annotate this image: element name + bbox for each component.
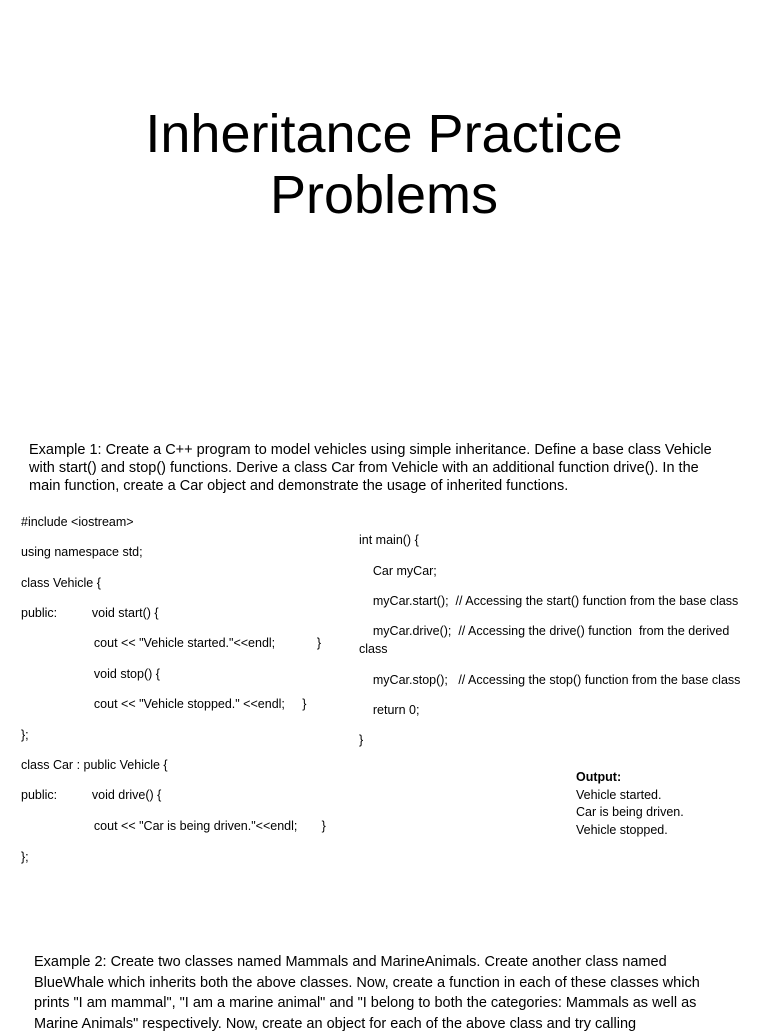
- code-line: void stop() {: [21, 667, 160, 681]
- code-line: }: [359, 733, 364, 747]
- code-line: class Vehicle {: [21, 576, 101, 590]
- code-line: int main() {: [359, 533, 419, 547]
- output-line: Vehicle stopped.: [576, 822, 668, 837]
- program-output: [576, 769, 684, 839]
- code-line: };: [21, 850, 29, 864]
- example-2-description: Example 2: Create two classes named Mammals and MarineAnimals. Create another class named BlueWhale which inherits both the above classes. Now, create a function in each of these classes which prints "I am mammal", "I am a marine animal" and "I belong to both the categories: Mammals as well as Marine Animals" respectively. Now, create an object for each of the above class and try calling: [34, 954, 700, 1032]
- title-line-1: Inheritance Practice: [145, 104, 623, 164]
- code-line: public: void drive() {: [21, 788, 162, 802]
- code-line: Car myCar;: [359, 564, 437, 578]
- output-line: Vehicle started.: [576, 787, 662, 802]
- title-line-2: Problems: [269, 165, 499, 225]
- code-line: #include <iostream>: [21, 515, 134, 529]
- code-line: public: void start() {: [21, 606, 159, 620]
- example-1-description: Example 1: Create a C++ program to model vehicles using simple inheritance. Define a base class Vehicle with start() and stop() functions. Derive a class Car from Vehicle with an additional function drive(). In the main function, create a Car object and demonstrate the usage of inherited functions.: [29, 442, 712, 494]
- output-label: Output:: [576, 770, 622, 784]
- code-line: class: [359, 642, 388, 656]
- code-line: cout << "Car is being driven."<<endl; }: [21, 819, 326, 833]
- code-line: return 0;: [359, 703, 420, 717]
- page-title: [0, 104, 768, 226]
- code-line: cout << "Vehicle started."<<endl; }: [21, 636, 321, 650]
- code-line: myCar.start(); // Accessing the start() function from the base class: [359, 594, 739, 608]
- code-line: myCar.drive(); // Accessing the drive() function from the derived: [359, 624, 730, 638]
- code-line: class Car : public Vehicle {: [21, 758, 168, 772]
- vehicle-class-code: [21, 0, 326, 864]
- code-line: myCar.stop(); // Accessing the stop() function from the base class: [359, 673, 741, 687]
- code-line: };: [21, 728, 29, 742]
- output-line: Car is being driven.: [576, 805, 684, 819]
- code-line: using namespace std;: [21, 545, 143, 559]
- code-line: cout << "Vehicle stopped." <<endl; }: [21, 697, 307, 711]
